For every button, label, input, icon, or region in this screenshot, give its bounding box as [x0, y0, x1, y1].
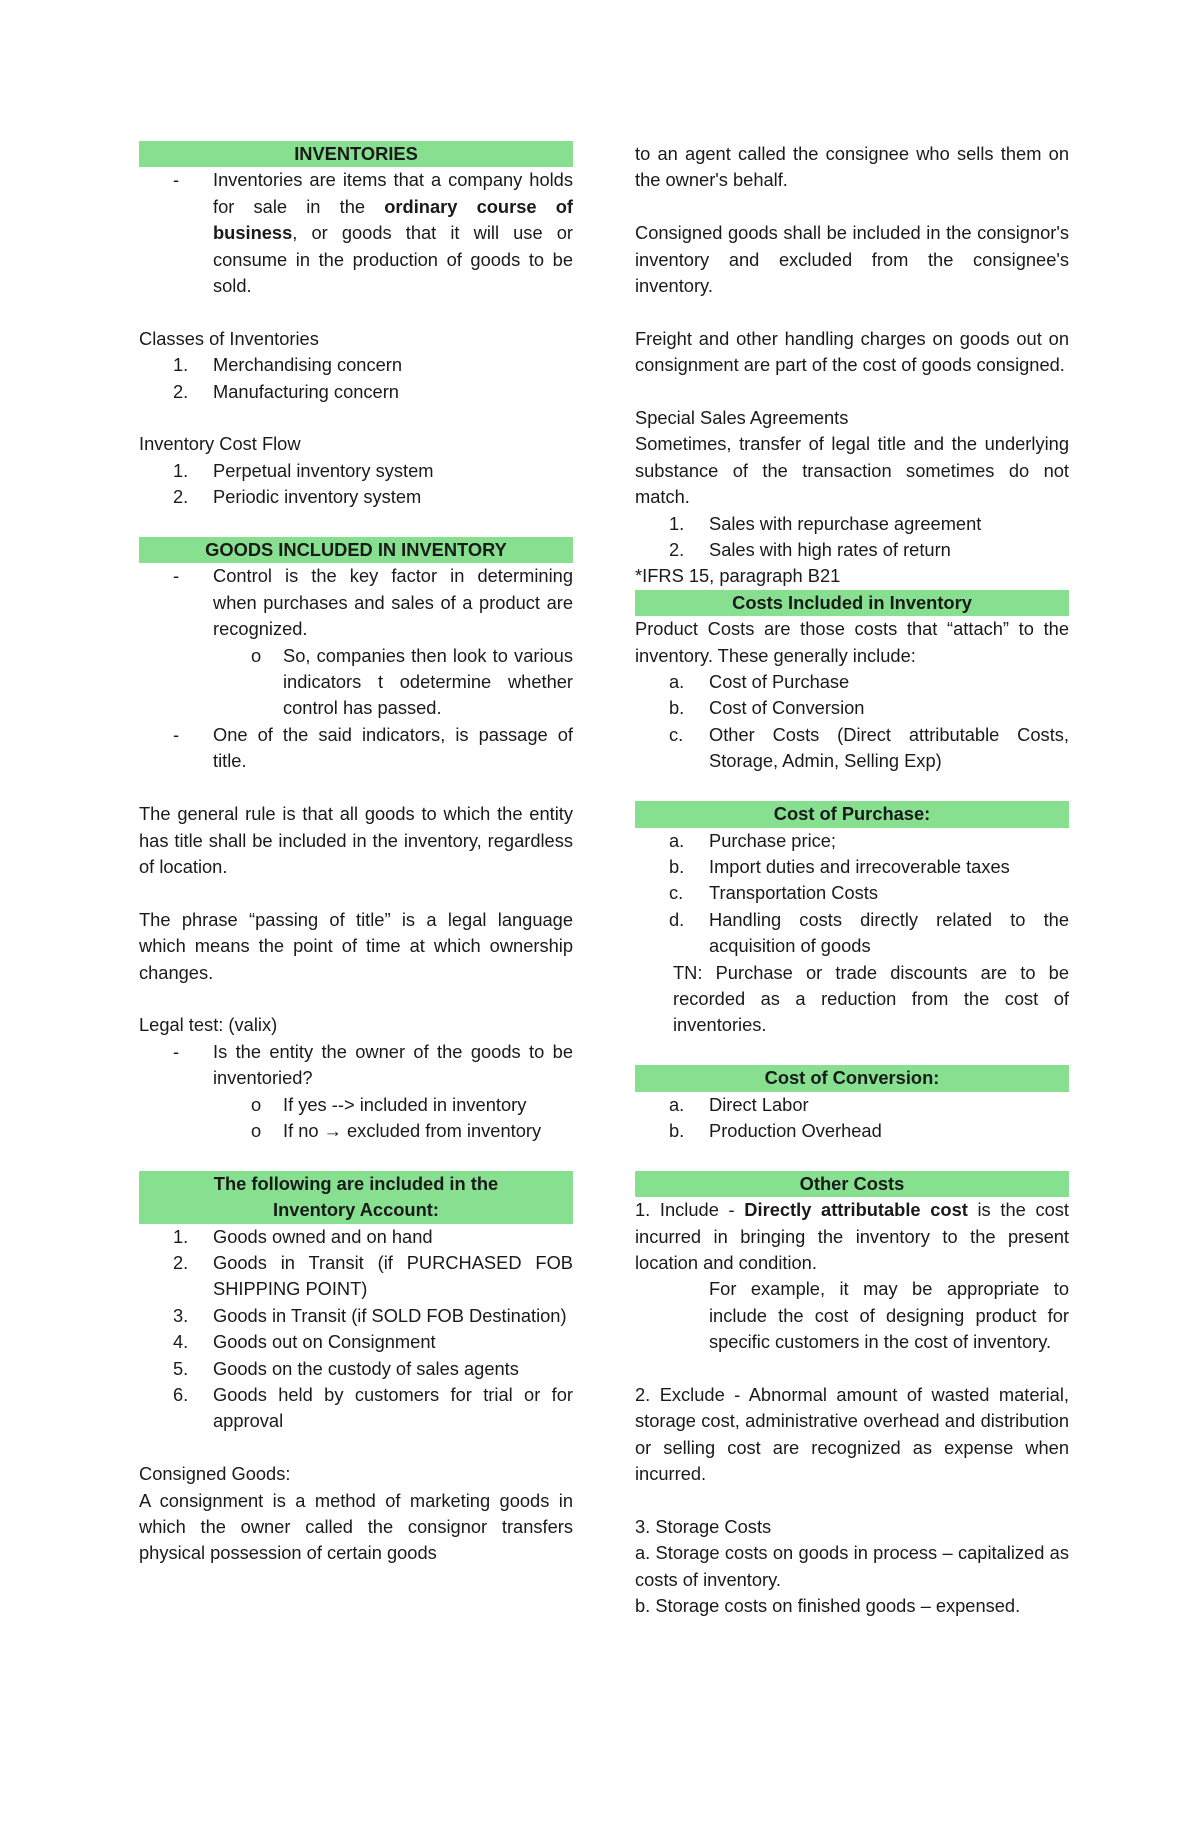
legal-yes: o If yes --> included in inventory — [251, 1093, 527, 1115]
cost-of-conversion-header: Cost of Conversion: — [635, 1065, 1069, 1091]
list-item: 1. Sales with repurchase agreement — [669, 512, 982, 534]
dash-marker: - — [173, 169, 180, 191]
storage-heading: 3. Storage Costs — [635, 1516, 772, 1537]
consign-include: Consigned goods shall be included in the consignor's inventory and excluded from the consignee's inventory. — [635, 222, 1069, 297]
list-item: 3. Goods in Transit (if SOLD FOB Destination) — [173, 1304, 567, 1326]
control-item: - Control is the key factor in determining when purchases and sales of a product are recognized. — [173, 565, 573, 640]
list-item: c. Transportation Costs — [669, 882, 879, 904]
inventories-header: INVENTORIES — [139, 141, 573, 167]
list-item: d. Handling costs directly related to the acquisition of goods — [669, 908, 1069, 957]
list-item: b. Production Overhead — [669, 1119, 882, 1141]
left-column — [139, 141, 573, 1567]
costflow-heading: Inventory Cost Flow — [139, 433, 301, 455]
list-item: a. Cost of Purchase — [669, 671, 850, 693]
list-item: c. Other Costs (Direct attributable Costs, Storage, Admin, Selling Exp) — [669, 723, 1069, 772]
control-subitem: o So, companies then look to various indicators t odetermine whether control has passed. — [251, 644, 573, 719]
list-item: b. Cost of Conversion — [669, 697, 865, 719]
example-text: For example, it may be appropriate to include the cost of designing product for specific customers in the cost of inventory. — [709, 1278, 1069, 1353]
list-item: 2. Periodic inventory system — [173, 486, 422, 508]
classes-heading: Classes of Inventories — [139, 327, 319, 349]
list-item: 4. Goods out on Consignment — [173, 1331, 436, 1353]
included-account-header: The following are included in the Inventory Account: — [139, 1171, 573, 1224]
list-item: 2. Goods in Transit (if PURCHASED FOB SHIPPING POINT) — [173, 1251, 573, 1300]
costs-included-header: Costs Included in Inventory — [635, 590, 1069, 616]
goods-included-header: GOODS INCLUDED IN INVENTORY — [139, 537, 573, 563]
list-item: a. Purchase price; — [669, 829, 837, 851]
storage-b: b. Storage costs on finished goods – expensed. — [635, 1595, 1021, 1617]
inventories-definition: - Inventories are items that a company holds for sale in the ordinary course of business, or goods that it will use or consume in the production of goods to be sold. — [139, 167, 573, 299]
special-heading: Special Sales Agreements — [635, 407, 849, 429]
exclude-text: 2. Exclude - Abnormal amount of wasted material, storage cost, administrative overhead and distribution or selling cost are recognized as expense when incurred. — [635, 1383, 1069, 1485]
product-costs-text: Product Costs are those costs that “attach” to the inventory. These generally include: — [635, 618, 1069, 666]
legal-question: - Is the entity the owner of the goods to be inventoried? — [173, 1040, 573, 1089]
phrase-text: The phrase “passing of title” is a legal language which means the point of time at which ownership changes. — [139, 908, 573, 983]
storage-a: a. Storage costs on goods in process – capitalized as costs of inventory. — [635, 1542, 1069, 1590]
list-item: 2. Manufacturing concern — [173, 380, 399, 402]
list-item: 1. Merchandising concern — [173, 354, 403, 376]
list-item: 5. Goods on the custody of sales agents — [173, 1357, 519, 1379]
include-text: 1. Include - Directly attributable cost is the cost incurred in bringing the inventory to the present location and condition. — [635, 1199, 1069, 1273]
cost-of-purchase-header: Cost of Purchase: — [635, 801, 1069, 827]
freight-text: Freight and other handling charges on goods out on consignment are part of the cost of goods consigned. — [635, 327, 1069, 376]
list-item: b. Import duties and irrecoverable taxes — [669, 855, 1010, 877]
other-costs-header: Other Costs — [635, 1171, 1069, 1197]
tn-note: TN: Purchase or trade discounts are to be recorded as a reduction from the cost of inventories. — [673, 961, 1069, 1036]
right-column — [635, 141, 1069, 1620]
list-item: 2. Sales with high rates of return — [669, 539, 951, 561]
list-item: 1. Perpetual inventory system — [173, 459, 434, 481]
special-text: Sometimes, transfer of legal title and the underlying substance of the transaction sometimes do not match. — [635, 433, 1069, 508]
list-item: 6. Goods held by customers for trial or for approval — [173, 1383, 573, 1432]
general-rule: The general rule is that all goods to which the entity has title shall be included in the inventory, regardless of location. — [139, 803, 573, 877]
consigned-heading: Consigned Goods: — [139, 1463, 291, 1485]
consign-continued: to an agent called the consignee who sells them on the owner's behalf. — [635, 143, 1069, 191]
legal-test-heading: Legal test: (valix) — [139, 1014, 278, 1036]
passage-item: - One of the said indicators, is passage of title. — [173, 723, 573, 772]
legal-no: o If no → excluded from inventory — [251, 1119, 542, 1141]
list-item: 1. Goods owned and on hand — [173, 1225, 433, 1247]
ifrs-reference: *IFRS 15, paragraph B21 — [635, 565, 841, 587]
list-item: a. Direct Labor — [669, 1093, 809, 1115]
consigned-text: A consignment is a method of marketing goods in which the owner called the consignor transfers physical possession of certain goods — [139, 1489, 573, 1564]
